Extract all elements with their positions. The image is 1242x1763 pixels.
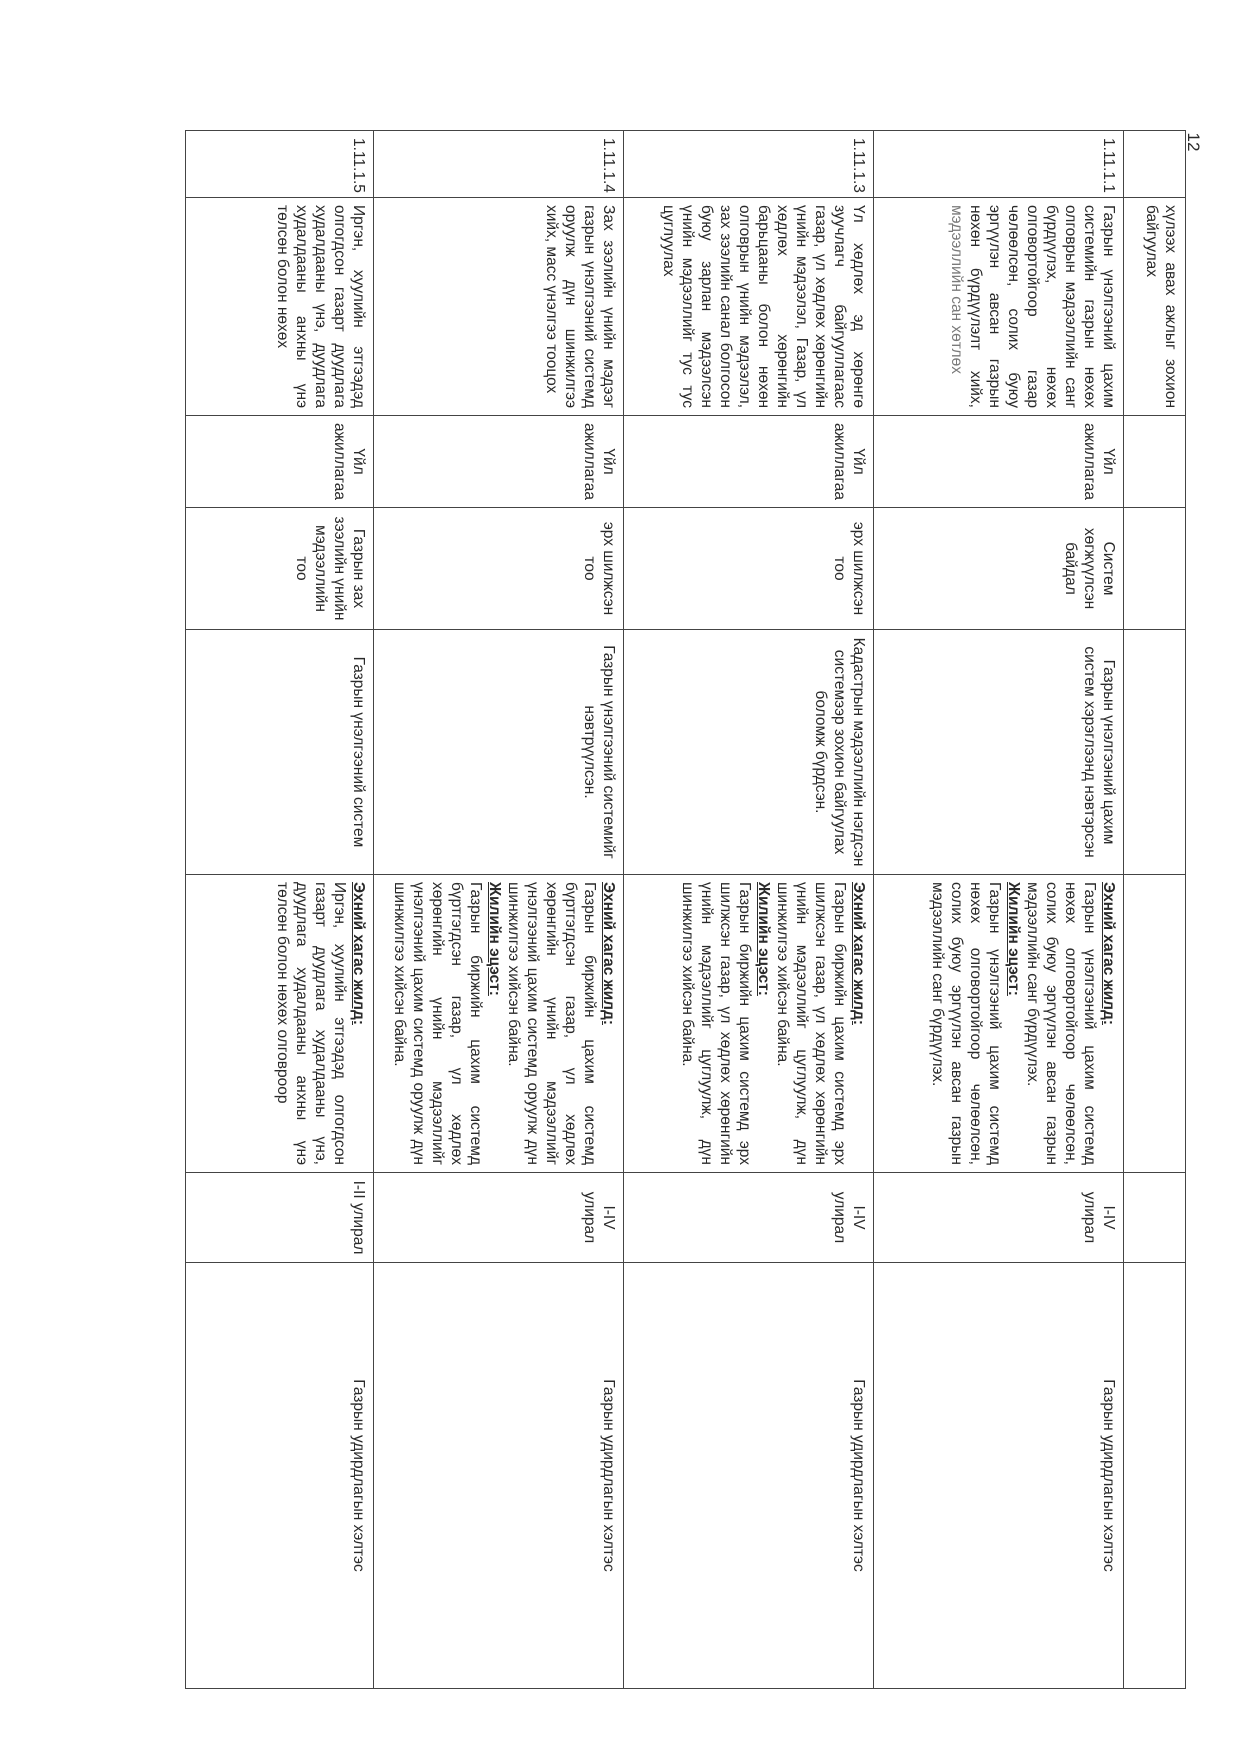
activity-text: Газрын үнэлгээний цахим системийн газрын нөхөх олговрын мэдээллийн санг бүрдүүлэх, нөхөх олговортойгоор газар чөлөөлсөн, солих буюу эргүүлэн авсан газрын нөхөн бүрдүүлэлт хийх, [967,205,1117,408]
table-row [1124,131,1186,1689]
table-row [186,131,374,1689]
half-year-label: Эхний хагас жилд: [1100,882,1117,1025]
time-cell: I-II улирал [186,1173,374,1263]
year-end-label: Жилийн эцэст: [755,882,772,996]
year-end-label: Жилийн эцэст: [486,882,503,996]
responsible-cell: Газрын удирдлагын хэлтэс [624,1263,874,1689]
activity-cell: Иргэн, хуулийн этгээдэд олгогдсон газарт дуудлага худалдааны үнэ, дуудлага худалдааны анхны үнэ төлсөн болон нөхөх [186,198,374,416]
year-end-label: Жилийн эцэст: [1005,882,1022,996]
measure-cell: эрх шилжсэн тоо [624,508,874,630]
code-cell: 1.11.1.5 [186,131,374,198]
description-cell [624,875,874,1173]
half-year-text: Иргэн, хуулийн этгээдэд олгогдсон газарт дуудлага худалдааны үнэ, дуудлага худалдааны анхны үнэ төлсөн болон нөхөх олговроор [274,882,348,1165]
half-year-label: Эхний хагас жилд: [600,882,617,1025]
plan-table [185,130,1186,1689]
half-year-text: Газрын биржийн цахим системд бүртгэгдсэн газар, үл хөдлөх хөрөнгийн үнийн мэдээллийг үнэлгээний цахим системд оруулж дүн шинжилгээ хийсэн байна. [505,882,598,1165]
table-row [374,131,624,1689]
measure-cell [1124,508,1186,630]
activity-cell [874,198,1124,416]
rotated-page [186,130,1186,1688]
code-cell: 1.11.1.4 [374,131,624,198]
measure-cell: Газрын зах зээлийн үнийн мэдээллийн тоо [186,508,374,630]
activity-cell: Зах зээлийн үнийн мэдээг газрын үнэлгээний системд оруулж дүн шинжилгээ хийх, масс үнэлгээ тооцох [374,198,624,416]
year-end-text: Газрын биржийн цахим системд бүртгэгдсэн газар, үл хөдлөх хөрөнгийн үнийн мэдээллийг үнэлгээний цахим системд оруулж дүн шинжилгээ хийсэн байна. [391,882,484,1165]
activity-text-faded: мэдээллийн сан хөтлөх [948,205,965,374]
result-cell: Газрын үнэлгээний системийг нэвтрүүлсэн. [374,630,624,875]
page-number: 12 [1184,132,1203,152]
half-year-text: Газрын биржийн цахим системд эрх шилжсэн газар, үл хөдлөх хөрөнгийн үнийн мэдээллийг цуглуулж, дүн шинжилгээ хийсэн байна. [774,882,848,1165]
responsible-cell: Газрын удирдлагын хэлтэс [186,1263,374,1689]
description-cell [874,875,1124,1173]
activity-cell: хүлээх авах ажлыг зохион байгуулах [1124,198,1186,416]
time-cell: I-IV улирал [874,1173,1124,1263]
year-end-text: Газрын биржийн цахим системд эрх шилжсэн газар, үл хөдлөх хөрөнгийн үнийн мэдээллийг цуглуулж, дүн шинжилгээ хийсэн байна. [679,882,753,1165]
type-cell: Үйл ажиллагаа [624,416,874,508]
code-cell [1124,131,1186,198]
code-cell: 1.11.1.3 [624,131,874,198]
result-cell: Газрын үнэлгээний систем [186,630,374,875]
result-cell [1124,630,1186,875]
type-cell [1124,416,1186,508]
year-end-text: Газрын үнэлгээний цахим системд нөхөх олговортойгоор чөлөөлсөн, солих буюу эргүүлэн авсан газрын мэдээллийн санг бүрдүүлэх. [929,882,1003,1165]
type-cell: Үйл ажиллагаа [374,416,624,508]
responsible-cell [1124,1263,1186,1689]
type-cell: Үйл ажиллагаа [874,416,1124,508]
activity-cell: Үл хөдлөх эд хөрөнгө зуучлагч байгууллагаас газар, үл хөдлөх хөрөнгийн үнийн мэдээлэл, Газар, үл хөдлөх хөрөнгийн барьцааны болон нөхөн олговрын үнийн мэдээлэл, зах зээлийн санал болгосон буюу зарлан мэдээлсэн үнийн мэдээллийг тус тус цуглуулах [624,198,874,416]
description-cell [374,875,624,1173]
half-year-label: Эхний хагас жилд: [350,882,367,1025]
type-cell: Үйл ажиллагаа [186,416,374,508]
description-cell [186,875,374,1173]
description-cell [1124,875,1186,1173]
time-cell [1124,1173,1186,1263]
result-cell: Кадастрын мэдээллийн нэгдсэн системээр зохион байгуулах боломж бүрдсэн. [624,630,874,875]
measure-cell: Систем хөгжүүлсэн байдал [874,508,1124,630]
code-cell: 1.11.1.1 [874,131,1124,198]
table-row [874,131,1124,1689]
half-year-text: Газрын үнэлгээний цахим системд нөхөх олговортойгоор чөлөөлсөн, солих буюу эргүүлэн авсан газрын мэдээллийн санг бүрдүүлэх. [1024,882,1098,1165]
time-cell: I-IV улирал [624,1173,874,1263]
table-row [624,131,874,1689]
responsible-cell: Газрын удирдлагын хэлтэс [374,1263,624,1689]
responsible-cell: Газрын удирдлагын хэлтэс [874,1263,1124,1689]
half-year-label: Эхний хагас жилд: [850,882,867,1025]
measure-cell: эрх шилжсэн тоо [374,508,624,630]
time-cell: I-IV улирал [374,1173,624,1263]
result-cell: Газрын үнэлгээний цахим систем хэрэглээнд нэвтэрсэн [874,630,1124,875]
